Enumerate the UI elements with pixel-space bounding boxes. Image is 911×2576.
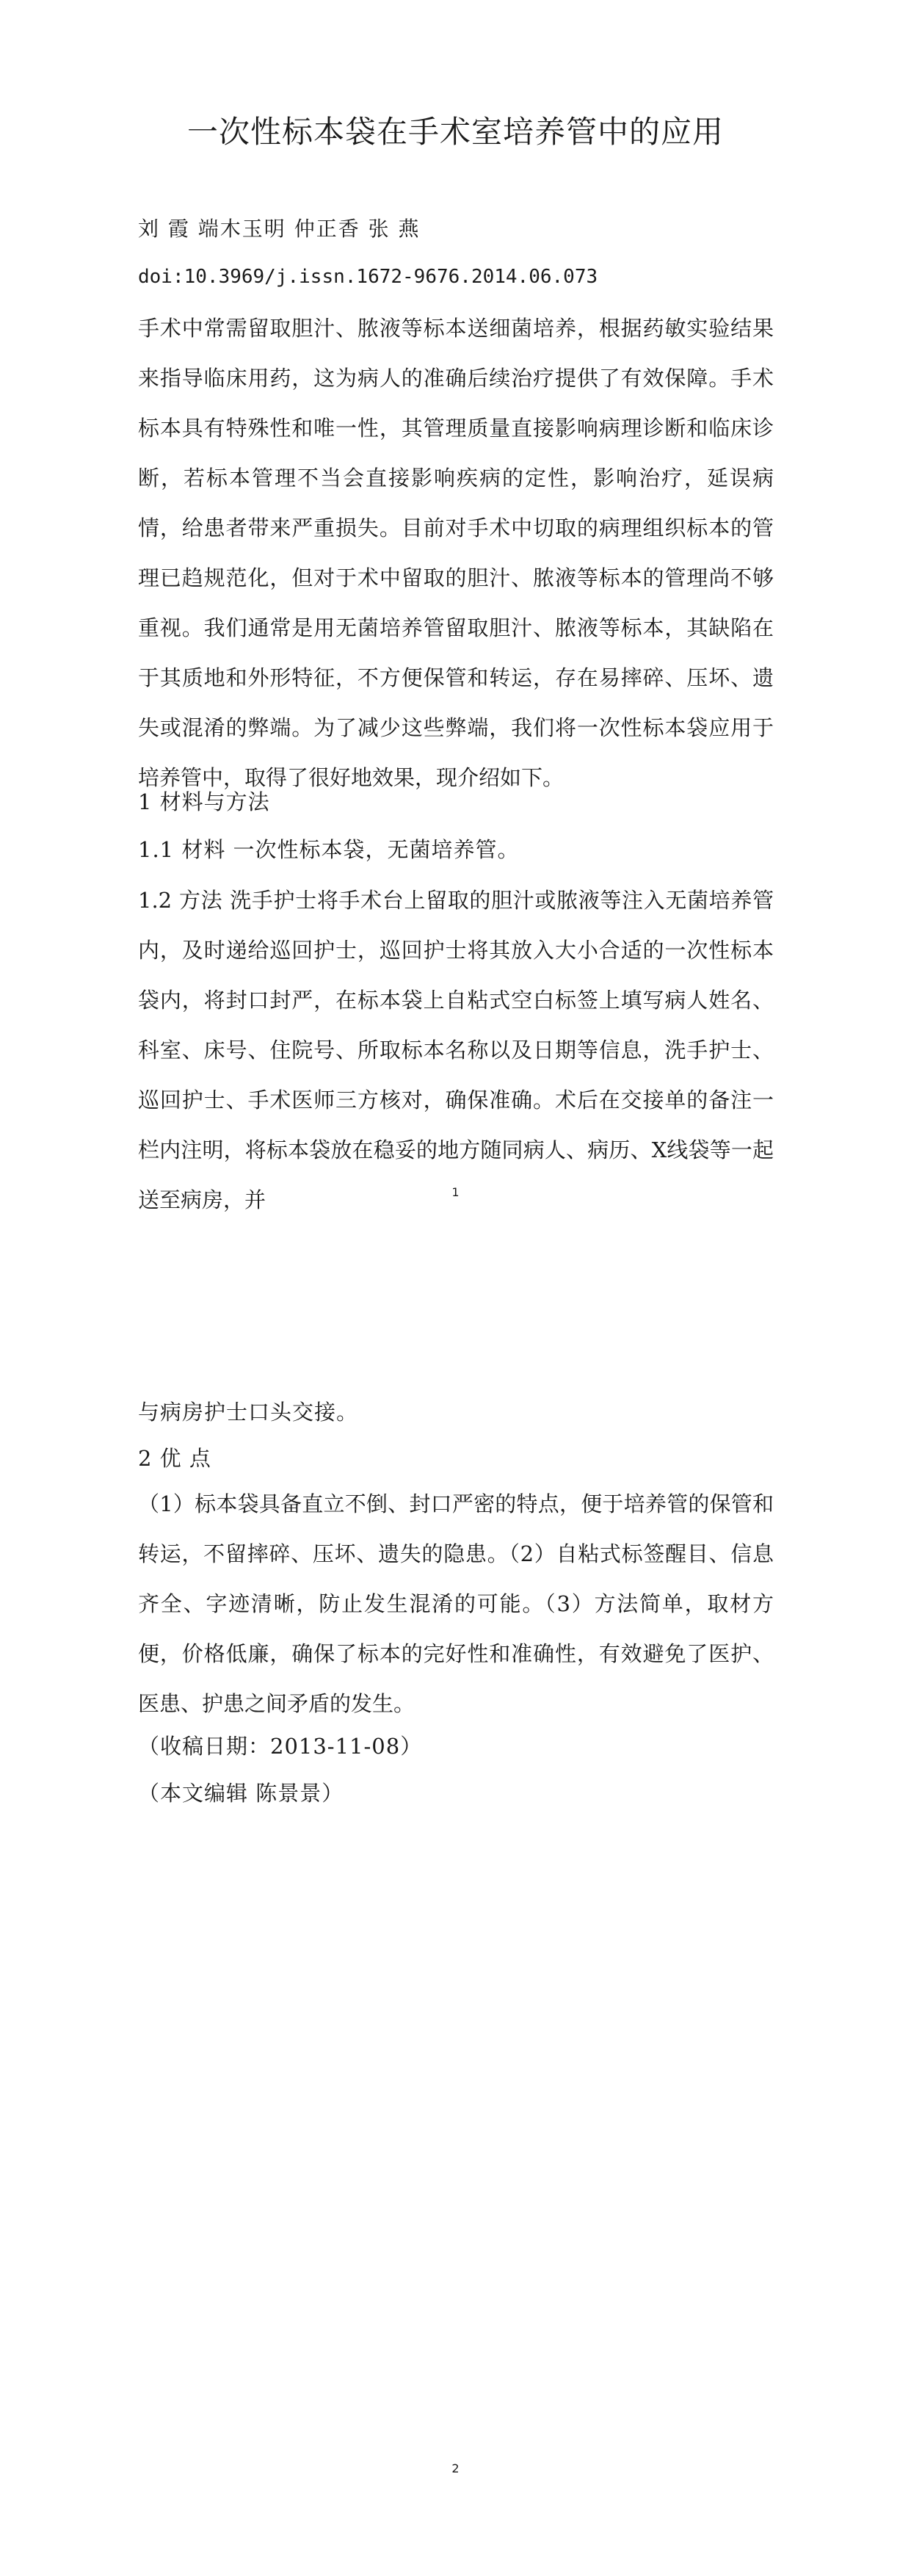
section-1-2-paragraph: 1.2 方法 洗手护士将手术台上留取的胆汁或脓液等注入无菌培养管内，及时递给巡回护士，巡回护士将其放入大小合适的一次性标本袋内，将封口封严，在标本袋上自粘式空白标签上填写病人姓名、科室、床号、住院号、所取标本名称以及日期等信息，洗手护士、巡回护士、手术医师三方核对，确保准确。术后在交接单的备注一栏内注明，将标本袋放在稳妥的地方随同病人、病历、X线袋等一起送至病房，并: [138, 888, 774, 1212]
page-number-2: 2: [451, 2461, 460, 2475]
doi-line: doi:10.3969/j.issn.1672-9676.2014.06.073: [138, 266, 598, 288]
page-number-1: 1: [451, 1185, 460, 1199]
author-list: 刘 霞 端木玉明 仲正香 张 燕: [138, 217, 421, 241]
section-1-1-paragraph: 1.1 材料 一次性标本袋，无菌培养管。: [138, 837, 520, 862]
section-1-2-continuation: 与病房护士口头交接。: [138, 1400, 359, 1425]
page-2: [0, 1288, 911, 2576]
section-1-heading: 1 材料与方法: [138, 789, 270, 814]
section-2-heading: 2 优 点: [138, 1446, 211, 1471]
received-date: （收稿日期：2013-11-08）: [138, 1734, 423, 1759]
editor-line: （本文编辑 陈景景）: [138, 1781, 344, 1806]
intro-paragraph: 手术中常需留取胆汁、脓液等标本送细菌培养，根据药敏实验结果来指导临床用药，这为病人的准确后续治疗提供了有效保障。手术标本具有特殊性和唯一性，其管理质量直接影响病理诊断和临床诊断，若标本管理不当会直接影响疾病的定性，影响治疗，延误病情，给患者带来严重损失。目前对手术中切取的病理组织标本的管理已趋规范化，但对于术中留取的胆汁、脓液等标本的管理尚不够重视。我们通常是用无菌培养管留取胆汁、脓液等标本，其缺陷在于其质地和外形特征，不方便保管和转运，存在易摔碎、压坏、遗失或混淆的弊端。为了减少这些弊端，我们将一次性标本袋应用于培养管中，取得了很好地效果，现介绍如下。: [138, 316, 774, 790]
section-2-paragraph: （1）标本袋具备直立不倒、封口严密的特点，便于培养管的保管和转运，不留摔碎、压坏、遗失的隐患。（2）自粘式标签醒目、信息齐全、字迹清晰，防止发生混淆的可能。（3）方法简单，取材方便，价格低廉，确保了标本的完好性和准确性，有效避免了医护、医患、护患之间矛盾的发生。: [138, 1491, 774, 1716]
article-title: 一次性标本袋在手术室培养管中的应用: [186, 114, 724, 150]
